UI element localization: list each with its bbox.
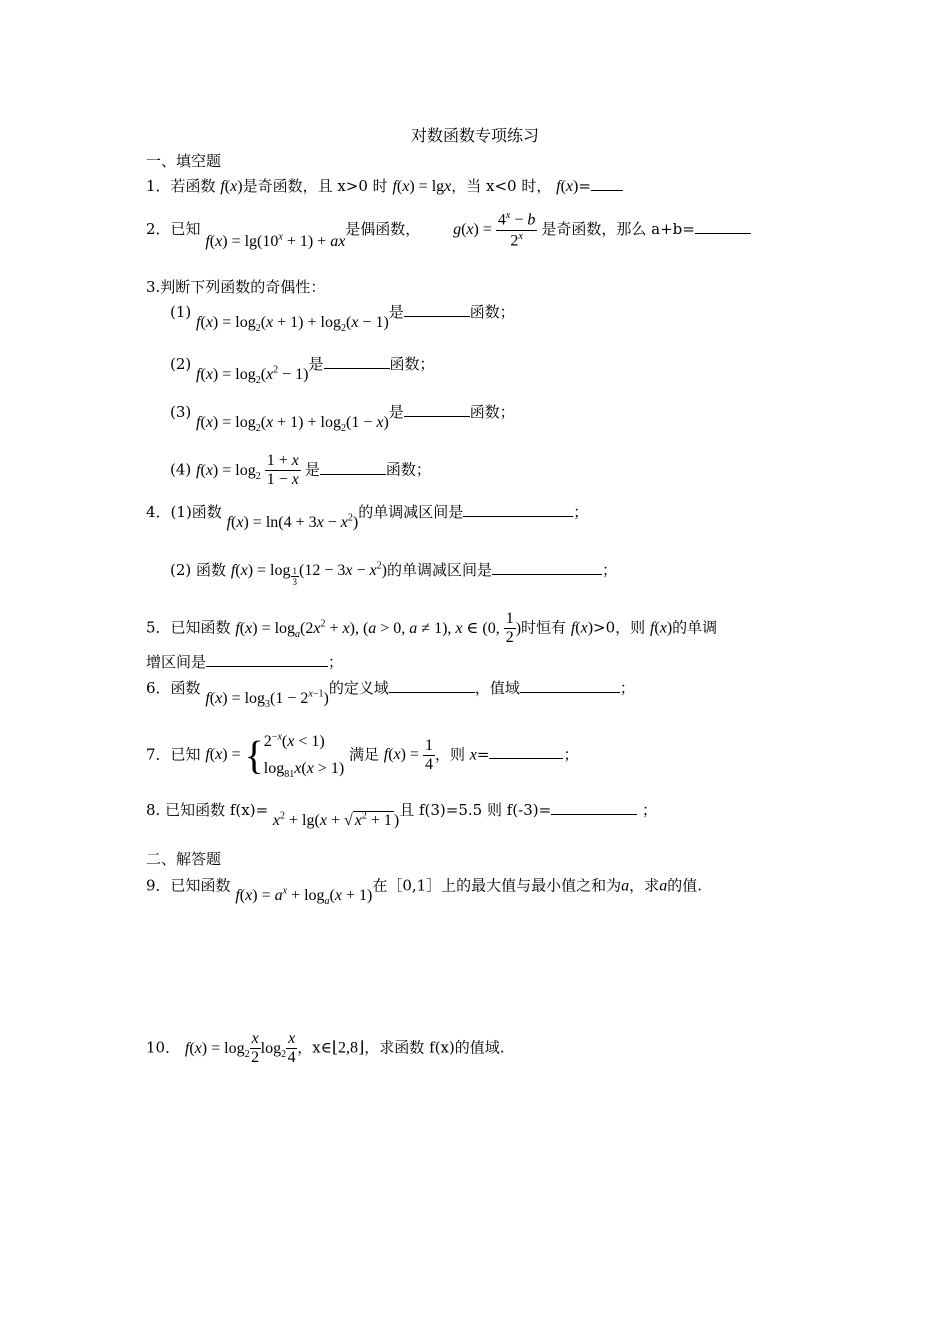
question-3-part-1: (1) $f(x) = \log_2(x + 1) + \log_2(x - 1)$是 函数； bbox=[170, 303, 515, 335]
question-3-heading: 3.判断下列函数的奇偶性： bbox=[146, 278, 326, 296]
question-3-part-2: (2) $f(x) = \log_2(x^2 - 1)$是 函数； bbox=[170, 355, 435, 387]
answer-blank[interactable] bbox=[492, 560, 602, 575]
answer-blank[interactable] bbox=[404, 402, 470, 417]
question-4-part-2: (2) 函数 f(x) = log $_{\frac{1}{3}}$ $(12 - 3x - x^2)$的单调减区间是 ； bbox=[170, 560, 617, 588]
page-title: 对数函数专项练习 bbox=[410, 126, 539, 145]
answer-blank[interactable] bbox=[206, 652, 328, 667]
question-3-part-3: (3) $f(x) = \log_2(x + 1) + \log_2(1 - x)$是 函数； bbox=[170, 403, 515, 435]
question-10: 10． $f(x) = \log_2$ $\frac{x}{2}$ $\log_2$ $\frac{x}{4}$ ，x∈⌊2,8⌋，求函数 f(x)的值域. bbox=[146, 1030, 505, 1067]
question-8: 8. 已知函数 $f(x)= x^2 + \lg(x$ + √ $x^2 + 1$ )且 f(3)=5.5 则 f(-3)= ； bbox=[146, 801, 657, 829]
question-3-part-4: (4) $f(x) = \log_2$ $\frac{1 + x}{1 - x}$ 是 函数； bbox=[170, 452, 431, 489]
answer-blank[interactable] bbox=[324, 354, 390, 369]
answer-blank[interactable] bbox=[463, 502, 573, 517]
section-solutions-heading: 二、解答题 bbox=[146, 850, 222, 868]
question-4-part-1: 4．(1)函数 $f(x) = \ln(4 + 3x - x^2)$的单调减区间是 ； bbox=[146, 503, 589, 531]
answer-blank[interactable] bbox=[404, 302, 470, 317]
question-7: 7．已知 f(x) = { $2^{-x}(x < 1)$ $\log_{81}x(x > 1)$ 满足 f(x) = $\frac{1}{4}$ ，则 x= ； bbox=[146, 731, 579, 781]
answer-blank[interactable] bbox=[695, 219, 751, 234]
answer-blank[interactable] bbox=[591, 176, 623, 191]
answer-blank[interactable] bbox=[389, 678, 475, 693]
answer-blank[interactable] bbox=[320, 460, 386, 475]
question-6: 6．函数 $f(x) = \log_3(1 - 2^{x-1})$的定义域 ，值域 ； bbox=[146, 679, 635, 711]
question-1: 1．若函数 f(x)是奇函数，且 x>0 时 f(x) = lgx，当 x<0 时， f(x)= bbox=[146, 176, 623, 196]
answer-blank[interactable] bbox=[489, 744, 563, 759]
question-9: 9．已知函数 $f(x) = a^x + \log_a(x + 1)$在［0,1］上的最大值与最小值之和为a，求a的值. bbox=[146, 876, 702, 908]
answer-blank[interactable] bbox=[551, 800, 637, 815]
answer-blank[interactable] bbox=[520, 678, 620, 693]
question-5-continued: 增区间是 ； bbox=[146, 653, 344, 671]
question-5: 5．已知函数 $f(x) = \log_a(2x^2 + x)$, (a > 0, a ≠ 1), x ∈ (0, $\frac{1}{2}$ )时恒有 f(x)>0，则 f(x)的单调 bbox=[146, 610, 718, 647]
question-2: 2．已知 $f(x) = \lg(10^x + 1)$ + ax是偶函数， g(x) = $\frac{4^x - b}{2^x}$ 是奇函数，那么 a+b= bbox=[146, 210, 751, 250]
section-fill-in-heading: 一、填空题 bbox=[146, 152, 222, 170]
